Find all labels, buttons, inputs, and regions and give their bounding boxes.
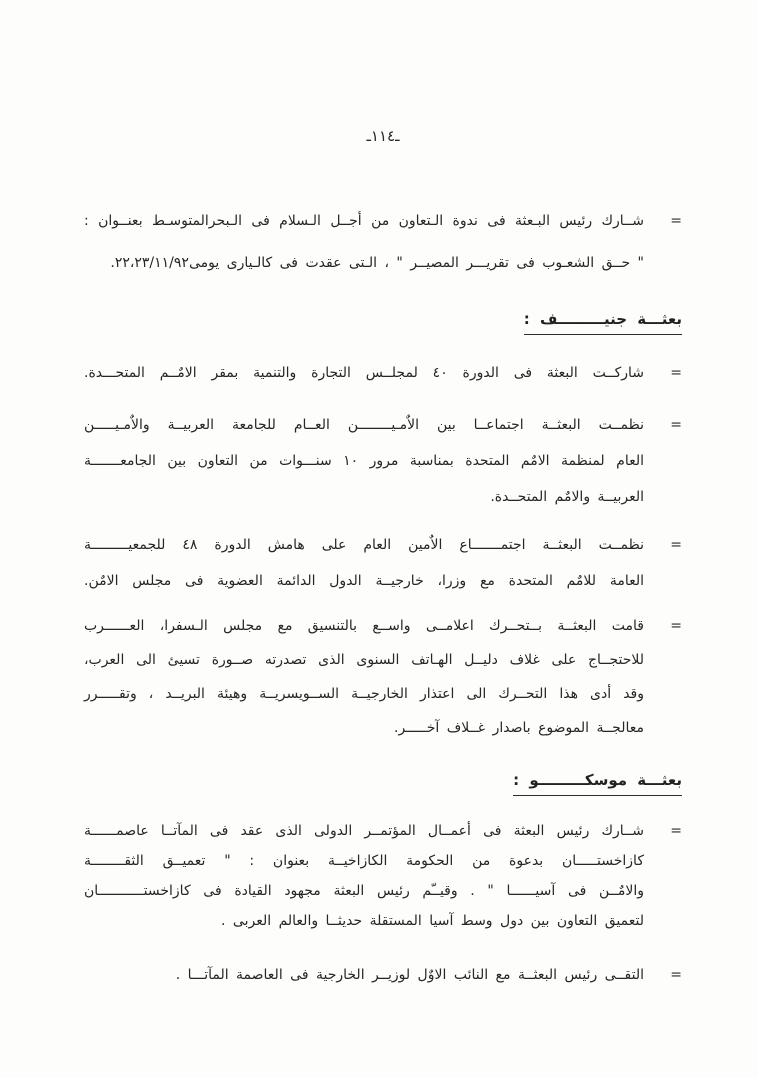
text-line: لتعميق التعاون بين دول وسط آسيا المستقلة حديثــا والعالم العربى .	[221, 913, 644, 929]
bullet-text	[84, 816, 644, 936]
section-heading-text: بعثـــة جنيـــــــــف :	[524, 310, 682, 335]
bullet-text	[84, 609, 644, 745]
bullet-marker: =	[670, 967, 682, 983]
section-heading-text: بعثـــة موسكـــــــــو :	[513, 771, 682, 796]
bullet-item	[84, 816, 682, 936]
bullet-text	[84, 200, 644, 284]
text-line: العربيــة والامٌم المتحــدة.	[490, 489, 644, 505]
page-number: ـ١١٤ـ	[366, 127, 400, 145]
bullet-text	[84, 527, 644, 599]
bullet-marker: =	[670, 537, 682, 553]
text-line: قامت البعثــة بــتحــرك اعلامــى واســع بالتنسيق مع مجلس الـسفرا، العــــــرب	[84, 618, 644, 634]
text-line: العام لمنظمة الامٌم المتحدة بمناسبة مرور ١٠ سنـــوات من التعاون بين الجامعـــــــة	[84, 453, 644, 469]
text-line: شــارك رئيس البعثة فى أعمــال المؤتمــر الدولى الذى عقد فى المآتــا عاصمــــــة	[84, 823, 644, 839]
bullet-item	[84, 609, 682, 745]
text-line: للاحتجــاج على غلاف دليــل الهـاتف السنوى الذى تصدرته صــورة تسيئ الى العرب،	[84, 652, 644, 668]
text-line: شــارك رئيس البـعثة فى ندوة الـتعاون من أجــل الـسلام فى الـبحرالمتوسـط بعنــوان :	[84, 213, 644, 229]
bullet-marker: =	[670, 618, 682, 634]
text-line: والامٌــن فى آسيــــــا " . وقيــّم رئيس البعثة مجهود القيادة فى كازاخستـــــــــــان	[84, 883, 644, 899]
text-line: معالجــة الموضوع باصدار غــلاف آخـــــر.	[394, 720, 644, 736]
section-heading-geneva	[84, 310, 682, 335]
text-line: كازاخستـــــان بدعوة من الحكومة الكازاخيــة بعنوان : " تعميــق الثقــــــــة	[84, 853, 644, 869]
bullet-text	[84, 407, 644, 515]
bullet-marker: =	[670, 823, 682, 839]
text-line: التقــى رئيس البعثــة مع النائب الاوٌل لوزيــر الخارجية فى العاصمة المآتـــا .	[175, 967, 644, 983]
text-line: نظمــت البعثــة اجتمـــــــاع الاٌمين العام على هامش الدورة ٤٨ للجمعيـــــــــة	[84, 537, 644, 553]
bullet-item	[84, 527, 682, 599]
text-line: شاركــت البعثة فى الدورة ٤٠ لمجلــس التجارة والتنمية بمقر الامٌــم المتحـــدة.	[84, 365, 644, 381]
text-line: وقد أدى هذا التحــرك الى اعتذار الخارجيــة الســويسريــة وهيئة البريــد ، وتقـــــرر	[84, 686, 644, 702]
bullet-item	[84, 200, 682, 284]
text-line: نظمــت البعثــة اجتماعــا بين الاٌمـيــــــــن العــام للجامعة العربيــة والاٌمـيـــــن	[84, 417, 644, 433]
text-line: " حــق الشعـوب فى تقريـــر المصيــر " ، الـتى عقدت فى كالـيارى يومى٢٢،٢٣/١١/٩٢.	[110, 255, 644, 271]
bullet-item	[84, 407, 682, 515]
bullet-item	[84, 355, 682, 391]
text-line: العامة للامٌم المتحدة مع وزرا، خارجيــة الدول الدائمة العضوية فى مجلس الامٌن.	[84, 573, 644, 589]
bullet-marker: =	[670, 213, 682, 229]
bullet-text	[84, 355, 644, 391]
bullet-text	[84, 960, 644, 990]
bullet-marker: =	[670, 417, 682, 433]
bullet-marker: =	[670, 365, 682, 381]
bullet-item	[84, 960, 682, 990]
section-heading-moscow	[84, 771, 682, 796]
